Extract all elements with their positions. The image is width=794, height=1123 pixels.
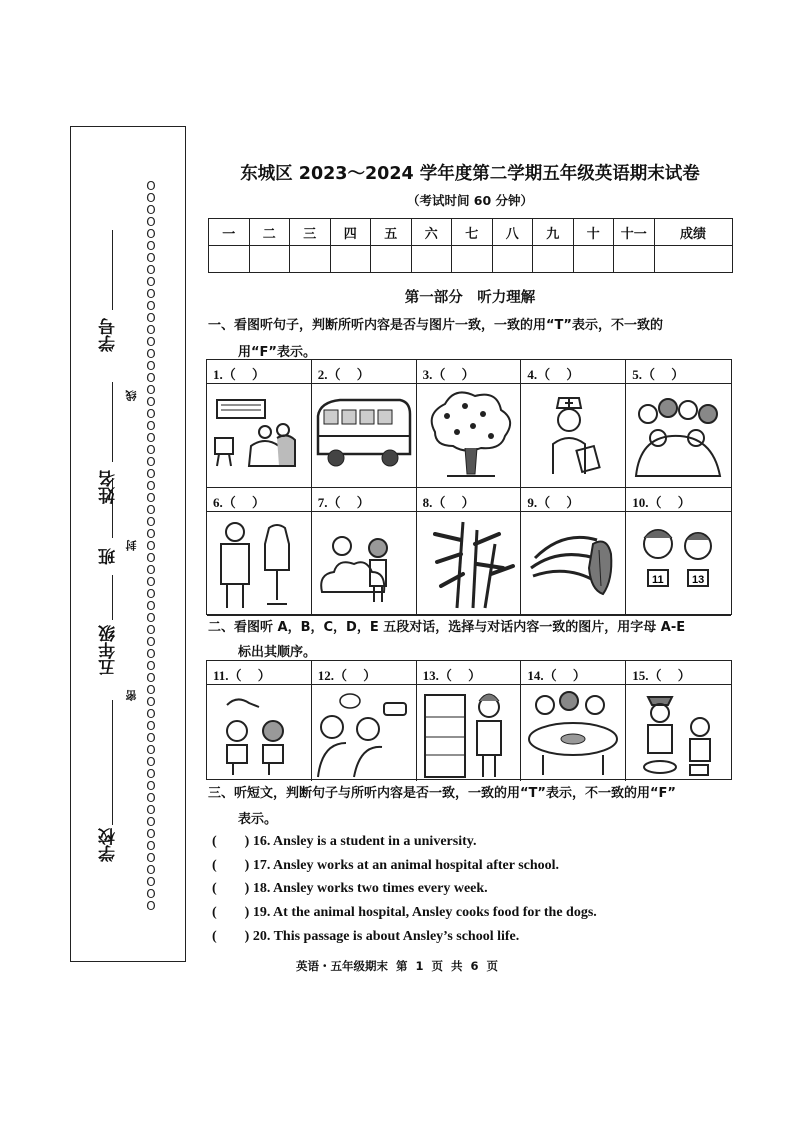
score-header-cell: 十 (573, 219, 614, 246)
statement-20[interactable]: ( ) 20. This passage is about Ansley’s school life. (212, 929, 520, 944)
picture-cell-5 (626, 360, 731, 488)
picture-cell-13 (417, 661, 522, 781)
picture-cell-14 (521, 661, 626, 781)
question-label[interactable]: 13.（ ） (422, 668, 482, 683)
fridge-woman-icon (417, 687, 521, 781)
id-write-line[interactable] (112, 230, 113, 310)
statement-17[interactable]: ( ) 17. Ansley works at an animal hospital after school. (212, 858, 560, 873)
question-label[interactable]: 8.（ ） (422, 495, 475, 510)
bamboo-icon (417, 514, 521, 614)
score-entry-cell[interactable] (573, 246, 614, 273)
binding-grade-label: 五年级 (99, 625, 119, 676)
score-header-row (209, 219, 733, 246)
nurse-icon (521, 386, 625, 486)
score-entry-cell[interactable] (452, 246, 493, 273)
seal-mark-1: 密 (125, 690, 138, 701)
question-label[interactable]: 1.（ ） (213, 367, 266, 382)
score-entry-cell[interactable] (209, 246, 250, 273)
score-table (208, 218, 733, 273)
family-photo-icon (626, 386, 730, 486)
score-header-cell: 八 (492, 219, 533, 246)
score-header-cell: 九 (533, 219, 574, 246)
tailor-suit-icon (207, 514, 311, 614)
children-cloud-icon (312, 514, 416, 614)
picture-cell-10 (626, 488, 731, 616)
question-label[interactable]: 15.（ ） (632, 668, 691, 683)
family-dinner-icon (521, 687, 625, 781)
svg-text:13: 13 (692, 574, 705, 586)
seal-mark-3: 线 (125, 390, 138, 401)
picture-cell-8 (417, 488, 522, 616)
kids-playing-icon (207, 687, 311, 781)
score-entry-cell[interactable] (249, 246, 290, 273)
page-footer: 英语・五年级期末 第 1 页 共 6 页 (295, 959, 499, 973)
score-entry-cell[interactable] (411, 246, 452, 273)
picture-cell-12 (312, 661, 417, 781)
section2-picture-grid (206, 660, 732, 780)
svg-text:11: 11 (652, 574, 664, 586)
statement-19[interactable]: ( ) 19. At the animal hospital, Ansley cooks food for the dogs. (212, 905, 597, 920)
section3-instruction-cont: 表示。 (238, 812, 278, 827)
question-label[interactable]: 4.（ ） (527, 367, 580, 382)
apple-tree-icon (417, 386, 521, 486)
score-entry-cell[interactable] (654, 246, 732, 273)
kids-birthday-icon (626, 514, 730, 614)
exam-subtitle: （考试时间 60 分钟） (406, 193, 534, 208)
exam-title: 东城区 2023～2024 学年度第二学期五年级英语期末试卷 (240, 164, 700, 184)
binding-id-label: 学号 (99, 318, 119, 352)
statement-18[interactable]: ( ) 18. Ansley works two times every week. (212, 881, 488, 896)
section1-picture-grid (206, 359, 732, 615)
question-label[interactable]: 9.（ ） (527, 495, 580, 510)
score-header-cell: 五 (371, 219, 412, 246)
question-label[interactable]: 2.（ ） (317, 367, 370, 382)
picture-cell-4 (521, 360, 626, 488)
question-label[interactable]: 6.（ ） (213, 495, 266, 510)
section2-instruction: 二、看图听 A，B，C，D，E 五段对话，选择与对话内容一致的图片，用字母 A-E (208, 620, 686, 635)
section1-instruction-cont: 用“F”表示。 (238, 345, 316, 360)
score-entry-cell[interactable] (492, 246, 533, 273)
binding-name-label: 姓名 (99, 470, 119, 504)
section3-instruction: 三、听短文，判断句子与所听内容是否一致，一致的用“T”表示，不一致的用“F” (208, 786, 676, 801)
section2-instruction-cont: 标出其顺序。 (238, 645, 317, 660)
question-label[interactable]: 3.（ ） (422, 367, 475, 382)
score-header-cell: 一 (209, 219, 250, 246)
question-label[interactable]: 10.（ ） (632, 495, 691, 510)
question-label[interactable]: 14.（ ） (527, 668, 586, 683)
score-entry-cell[interactable] (371, 246, 412, 273)
picture-cell-15 (626, 661, 731, 781)
picture-cell-1 (207, 360, 312, 488)
part-one-title: 第一部分 听力理解 (404, 290, 536, 306)
binding-class-label: 班 (99, 548, 119, 565)
score-header-cell: 十一 (614, 219, 655, 246)
picture-cell-2 (312, 360, 417, 488)
score-header-cell: 四 (330, 219, 371, 246)
score-entry-cell[interactable] (290, 246, 331, 273)
score-header-cell: 成绩 (654, 219, 732, 246)
picture-cell-9 (521, 488, 626, 616)
question-label[interactable]: 11.（ ） (213, 668, 271, 683)
living-room-tv-icon (207, 386, 311, 486)
question-label[interactable]: 7.（ ） (317, 495, 370, 510)
picture-cell-11 (207, 661, 312, 781)
score-entry-cell[interactable] (614, 246, 655, 273)
name-write-line[interactable] (112, 382, 113, 462)
score-header-cell: 三 (290, 219, 331, 246)
picture-cell-3 (417, 360, 522, 488)
question-label[interactable]: 5.（ ） (632, 367, 685, 382)
binding-school-label: 学校 (99, 828, 119, 862)
people-talking-icon (312, 687, 416, 781)
picture-cell-6 (207, 488, 312, 616)
score-header-cell: 二 (249, 219, 290, 246)
score-entry-cell[interactable] (533, 246, 574, 273)
section1-instruction: 一、看图听句子，判断所听内容是否与图片一致，一致的用“T”表示，不一致的 (208, 318, 663, 333)
school-write-line[interactable] (112, 700, 113, 825)
score-entry-row (209, 246, 733, 273)
cooking-people-icon (626, 687, 730, 781)
seal-circle-column-right: OOOOOOOOOOOOOOOOOOOOOOOOOOOOOOOOOOOOOOOOOOOOOOOOOOOOOOOOOOOOO (146, 179, 156, 913)
grade-write-line[interactable] (112, 575, 113, 620)
statement-16[interactable]: ( ) 16. Ansley is a student in a university. (212, 834, 477, 849)
score-entry-cell[interactable] (330, 246, 371, 273)
picture-cell-7 (312, 488, 417, 616)
school-bus-icon (312, 386, 416, 486)
question-label[interactable]: 12.（ ） (317, 668, 377, 683)
corn-icon (521, 514, 625, 614)
score-header-cell: 六 (411, 219, 452, 246)
seal-mark-2: 封 (125, 540, 138, 551)
score-header-cell: 七 (452, 219, 493, 246)
